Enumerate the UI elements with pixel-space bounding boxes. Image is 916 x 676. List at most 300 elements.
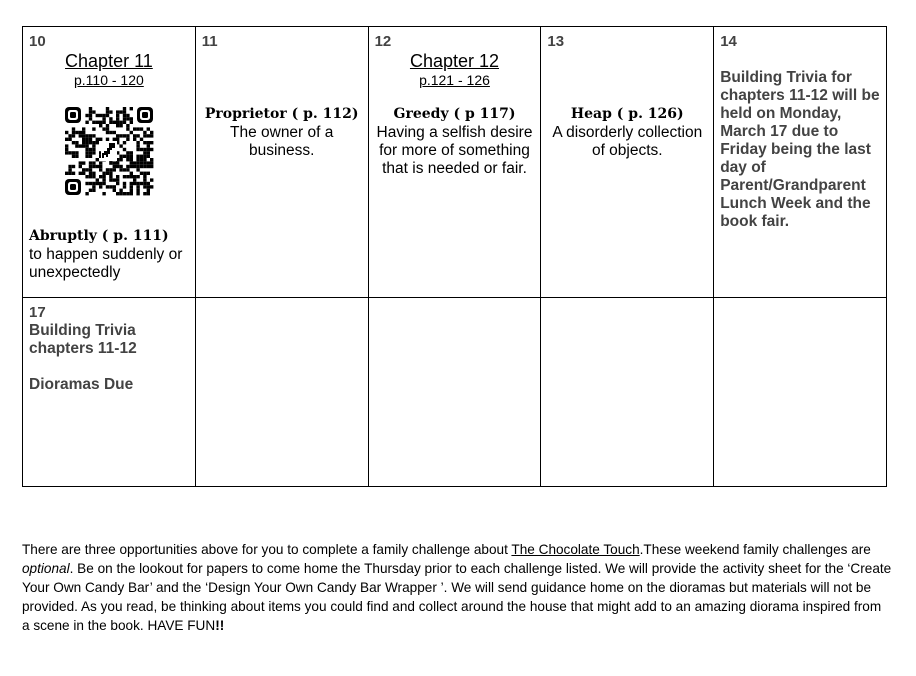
family-challenge-note bbox=[22, 540, 892, 635]
qr-module bbox=[123, 182, 126, 185]
qr-module bbox=[102, 192, 105, 195]
qr-module bbox=[146, 189, 149, 192]
qr-module bbox=[143, 178, 146, 181]
dioramas-due: Dioramas Due bbox=[29, 376, 134, 393]
qr-module bbox=[143, 151, 146, 154]
qr-module bbox=[99, 114, 102, 117]
qr-module bbox=[143, 182, 146, 185]
qr-module bbox=[92, 189, 95, 192]
vocab-word: Proprietor ( p. 112) bbox=[204, 106, 359, 122]
qr-module bbox=[143, 165, 146, 168]
qr-module bbox=[119, 134, 122, 137]
qr-module bbox=[72, 155, 75, 158]
qr-module bbox=[119, 189, 122, 192]
qr-module bbox=[106, 131, 109, 134]
qr-module bbox=[136, 161, 139, 164]
qr-module bbox=[106, 124, 109, 127]
qr-module bbox=[89, 165, 92, 168]
qr-module bbox=[136, 168, 139, 171]
qr-module bbox=[116, 178, 119, 181]
qr-module bbox=[129, 175, 132, 178]
qr-module bbox=[119, 121, 122, 124]
qr-module bbox=[123, 134, 126, 137]
qr-module bbox=[129, 192, 132, 195]
qr-module bbox=[109, 178, 112, 181]
qr-module bbox=[129, 165, 132, 168]
exclamation: !! bbox=[215, 618, 225, 633]
qr-module bbox=[129, 189, 132, 192]
qr-module bbox=[85, 192, 88, 195]
qr-module bbox=[146, 161, 149, 164]
calendar-cell-17 bbox=[23, 298, 196, 487]
qr-module bbox=[150, 148, 153, 151]
qr-module bbox=[68, 138, 71, 141]
qr-module bbox=[136, 165, 139, 168]
qr-module bbox=[78, 134, 81, 137]
qr-module bbox=[129, 158, 132, 161]
qr-module bbox=[116, 138, 119, 141]
qr-module bbox=[126, 114, 129, 117]
qr-module bbox=[133, 178, 136, 181]
qr-module bbox=[112, 131, 115, 134]
qr-module bbox=[136, 141, 139, 144]
qr-module bbox=[99, 161, 102, 164]
qr-module bbox=[136, 185, 139, 188]
qr-module bbox=[65, 131, 68, 134]
qr-module bbox=[123, 148, 126, 151]
qr-module bbox=[85, 151, 88, 154]
qr-module bbox=[123, 117, 126, 120]
qr-module bbox=[143, 131, 146, 134]
qr-module bbox=[89, 168, 92, 171]
qr-module bbox=[95, 121, 98, 124]
qr-module bbox=[92, 144, 95, 147]
qr-module bbox=[129, 182, 132, 185]
qr-module bbox=[140, 161, 143, 164]
qr-module bbox=[68, 165, 71, 168]
qr-module bbox=[102, 121, 105, 124]
qr-module bbox=[89, 110, 92, 113]
qr-module bbox=[82, 144, 85, 147]
calendar-cell-empty bbox=[541, 298, 714, 487]
qr-module bbox=[126, 127, 129, 130]
qr-module bbox=[89, 182, 92, 185]
qr-module bbox=[119, 168, 122, 171]
qr-module bbox=[123, 121, 126, 124]
qr-module bbox=[136, 134, 139, 137]
qr-module bbox=[112, 121, 115, 124]
qr-module bbox=[72, 141, 75, 144]
qr-module bbox=[143, 172, 146, 175]
qr-module bbox=[126, 117, 129, 120]
calendar-cell-11 bbox=[195, 27, 368, 298]
qr-module bbox=[85, 141, 88, 144]
qr-module bbox=[99, 175, 102, 178]
qr-module bbox=[150, 131, 153, 134]
qr-module bbox=[126, 134, 129, 137]
qr-module bbox=[85, 148, 88, 151]
chapter-title: Chapter 12 bbox=[409, 51, 500, 71]
qr-module bbox=[133, 127, 136, 130]
qr-module bbox=[126, 151, 129, 154]
qr-module bbox=[78, 161, 81, 164]
qr-module bbox=[89, 141, 92, 144]
qr-module bbox=[126, 175, 129, 178]
qr-module bbox=[112, 138, 115, 141]
qr-module bbox=[78, 131, 81, 134]
qr-module bbox=[109, 185, 112, 188]
qr-module bbox=[146, 185, 149, 188]
qr-module bbox=[146, 141, 149, 144]
qr-module bbox=[85, 121, 88, 124]
qr-module bbox=[82, 134, 85, 137]
qr-module bbox=[146, 127, 149, 130]
qr-module bbox=[92, 110, 95, 113]
qr-module bbox=[85, 138, 88, 141]
qr-module bbox=[95, 114, 98, 117]
qr-module bbox=[140, 158, 143, 161]
book-title: The Chocolate Touch bbox=[511, 542, 640, 557]
qr-module bbox=[99, 124, 102, 127]
qr-module bbox=[89, 134, 92, 137]
qr-module bbox=[136, 155, 139, 158]
qr-module bbox=[85, 182, 88, 185]
qr-module bbox=[78, 165, 81, 168]
qr-module bbox=[92, 148, 95, 151]
qr-module bbox=[126, 155, 129, 158]
qr-module bbox=[89, 107, 92, 110]
qr-module bbox=[89, 151, 92, 154]
qr-module bbox=[129, 185, 132, 188]
qr-module bbox=[68, 168, 71, 171]
qr-module bbox=[119, 124, 122, 127]
calendar-cell-empty bbox=[195, 298, 368, 487]
qr-module bbox=[85, 168, 88, 171]
qr-module bbox=[116, 182, 119, 185]
qr-module bbox=[116, 175, 119, 178]
qr-module bbox=[150, 161, 153, 164]
qr-module bbox=[106, 172, 109, 175]
qr-module bbox=[95, 182, 98, 185]
qr-module bbox=[72, 165, 75, 168]
qr-module bbox=[129, 172, 132, 175]
qr-module bbox=[123, 185, 126, 188]
qr-module bbox=[116, 114, 119, 117]
qr-module bbox=[146, 148, 149, 151]
vocab-word: Greedy ( p 117) bbox=[393, 106, 516, 122]
qr-module bbox=[140, 172, 143, 175]
qr-module bbox=[109, 161, 112, 164]
qr-module bbox=[89, 138, 92, 141]
qr-module bbox=[112, 168, 115, 171]
qr-module bbox=[82, 141, 85, 144]
qr-module bbox=[102, 172, 105, 175]
qr-module bbox=[92, 127, 95, 130]
vocab-definition: Having a selfish desire for more of something that is needed or fair. bbox=[376, 124, 533, 177]
qr-module bbox=[95, 138, 98, 141]
qr-module bbox=[75, 151, 78, 154]
qr-module bbox=[136, 158, 139, 161]
qr-module bbox=[65, 144, 68, 147]
qr-module bbox=[119, 192, 122, 195]
qr-module bbox=[129, 117, 132, 120]
qr-module bbox=[146, 182, 149, 185]
qr-module bbox=[82, 138, 85, 141]
calendar-cell-12 bbox=[368, 27, 541, 298]
qr-module bbox=[102, 114, 105, 117]
qr-module bbox=[143, 175, 146, 178]
qr-module bbox=[85, 134, 88, 137]
qr-module bbox=[126, 168, 129, 171]
qr-module bbox=[68, 134, 71, 137]
qr-module bbox=[75, 155, 78, 158]
qr-module bbox=[92, 185, 95, 188]
qr-module bbox=[116, 165, 119, 168]
qr-module bbox=[116, 117, 119, 120]
vocab-definition: to happen suddenly or unexpectedly bbox=[29, 246, 183, 281]
qr-module bbox=[136, 192, 139, 195]
vocab-word: Abruptly ( p. 111) bbox=[29, 228, 169, 244]
qr-module bbox=[119, 110, 122, 113]
qr-module bbox=[143, 148, 146, 151]
qr-module bbox=[150, 165, 153, 168]
qr-module bbox=[78, 144, 81, 147]
qr-module bbox=[150, 141, 153, 144]
qr-module bbox=[129, 107, 132, 110]
qr-module bbox=[89, 175, 92, 178]
day-number: 12 bbox=[374, 33, 392, 50]
qr-module bbox=[65, 138, 68, 141]
qr-module bbox=[123, 141, 126, 144]
qr-module bbox=[89, 172, 92, 175]
qr-module bbox=[72, 134, 75, 137]
qr-module bbox=[92, 165, 95, 168]
qr-module bbox=[119, 144, 122, 147]
footer-text: There are three opportunities above for you to complete a family challenge about bbox=[22, 542, 512, 557]
qr-module bbox=[78, 172, 81, 175]
day-number: 11 bbox=[201, 33, 218, 50]
qr-module bbox=[140, 148, 143, 151]
qr-module bbox=[89, 189, 92, 192]
qr-module bbox=[106, 168, 109, 171]
qr-module bbox=[112, 189, 115, 192]
qr-module bbox=[85, 175, 88, 178]
qr-module bbox=[106, 107, 109, 110]
calendar-row bbox=[23, 298, 887, 487]
qr-module bbox=[82, 161, 85, 164]
qr-module bbox=[150, 134, 153, 137]
qr-module bbox=[99, 182, 102, 185]
qr-module bbox=[102, 178, 105, 181]
qr-module bbox=[106, 185, 109, 188]
qr-module bbox=[65, 151, 68, 154]
vocab-definition: The owner of a business. bbox=[229, 124, 334, 159]
day-number: 13 bbox=[547, 33, 565, 50]
qr-module bbox=[123, 114, 126, 117]
qr-module bbox=[116, 124, 119, 127]
qr-module bbox=[129, 151, 132, 154]
qr-module bbox=[75, 141, 78, 144]
qr-module bbox=[75, 144, 78, 147]
qr-module bbox=[106, 138, 109, 141]
qr-module bbox=[140, 182, 143, 185]
qr-module bbox=[102, 182, 105, 185]
calendar-row bbox=[23, 27, 887, 298]
qr-module bbox=[116, 121, 119, 124]
qr-module bbox=[143, 141, 146, 144]
qr-module bbox=[89, 114, 92, 117]
calendar-cell-13 bbox=[541, 27, 714, 298]
qr-module bbox=[72, 172, 75, 175]
optional-emphasis: optional bbox=[22, 561, 70, 576]
qr-module bbox=[68, 172, 71, 175]
qr-module bbox=[150, 158, 153, 161]
chapter-pages: p.110 - 120 bbox=[74, 72, 144, 88]
qr-module bbox=[99, 121, 102, 124]
qr-module bbox=[140, 138, 143, 141]
qr-module bbox=[109, 121, 112, 124]
qr-module bbox=[136, 148, 139, 151]
qr-module bbox=[92, 134, 95, 137]
qr-module bbox=[109, 131, 112, 134]
qr-module bbox=[85, 114, 88, 117]
qr-module bbox=[146, 172, 149, 175]
qr-module bbox=[143, 192, 146, 195]
qr-module bbox=[92, 151, 95, 154]
footer-text: . Be on the lookout for papers to come home the Thursday prior to each challenge listed. We will provide the activity sheet for the ‘Create Your Own Candy Bar’ and the ‘Design Your Own Candy Bar Wrapper ’. We will send guidance home on the dioramas but materials will not be provided. As you read, be thinking about items you could find and collect around the house that might add to an amazing diorama inspired from a scene in the book. HAVE FUN bbox=[22, 561, 892, 633]
qr-module bbox=[75, 131, 78, 134]
vocab-word: Heap ( p. 126) bbox=[570, 106, 684, 122]
qr-module bbox=[129, 131, 132, 134]
qr-module bbox=[146, 151, 149, 154]
qr-module bbox=[68, 151, 71, 154]
qr-module bbox=[143, 161, 146, 164]
qr-module bbox=[92, 121, 95, 124]
qr-module bbox=[116, 192, 119, 195]
qr-module bbox=[99, 138, 102, 141]
qr-module bbox=[123, 168, 126, 171]
chapter-title: Chapter 11 bbox=[65, 51, 153, 71]
qr-module bbox=[143, 155, 146, 158]
qr-module bbox=[129, 155, 132, 158]
qr-module bbox=[140, 155, 143, 158]
qr-module bbox=[140, 127, 143, 130]
qr-module bbox=[133, 165, 136, 168]
qr-module bbox=[129, 121, 132, 124]
footer-text: .These weekend family challenges are bbox=[639, 542, 871, 557]
qr-module bbox=[65, 172, 68, 175]
qr-module bbox=[102, 127, 105, 130]
qr-module bbox=[126, 124, 129, 127]
qr-module bbox=[129, 161, 132, 164]
qr-module bbox=[99, 185, 102, 188]
qr-module bbox=[82, 131, 85, 134]
qr-module bbox=[72, 151, 75, 154]
day-number: 17 bbox=[29, 304, 46, 321]
qr-module bbox=[89, 117, 92, 120]
qr-module bbox=[109, 117, 112, 120]
qr-module bbox=[112, 178, 115, 181]
qr-module bbox=[150, 185, 153, 188]
qr-module bbox=[95, 178, 98, 181]
qr-module bbox=[112, 165, 115, 168]
qr-module bbox=[126, 138, 129, 141]
qr-module bbox=[136, 175, 139, 178]
qr-module bbox=[136, 189, 139, 192]
qr-module bbox=[92, 175, 95, 178]
qr-module bbox=[133, 175, 136, 178]
qr-module bbox=[92, 172, 95, 175]
trivia-chapters: chapters 11-12 bbox=[29, 340, 137, 357]
qr-module bbox=[143, 134, 146, 137]
qr-module bbox=[92, 141, 95, 144]
qr-module bbox=[133, 134, 136, 137]
qr-module bbox=[123, 192, 126, 195]
qr-module bbox=[89, 148, 92, 151]
calendar-cell-10 bbox=[23, 27, 196, 298]
qr-module bbox=[146, 192, 149, 195]
trivia-line: Building Trivia bbox=[29, 322, 136, 339]
qr-module bbox=[112, 185, 115, 188]
qr-module bbox=[106, 110, 109, 113]
qr-module bbox=[133, 161, 136, 164]
qr-module bbox=[136, 182, 139, 185]
qr-module bbox=[99, 165, 102, 168]
qr-module bbox=[126, 158, 129, 161]
qr-code-icon[interactable] bbox=[63, 105, 155, 197]
qr-module bbox=[126, 165, 129, 168]
qr-module bbox=[65, 148, 68, 151]
qr-module bbox=[119, 155, 122, 158]
qr-module bbox=[102, 175, 105, 178]
qr-module bbox=[106, 114, 109, 117]
qr-module bbox=[106, 127, 109, 130]
qr-module bbox=[133, 182, 136, 185]
qr-module bbox=[82, 172, 85, 175]
qr-module bbox=[85, 155, 88, 158]
day-number: 10 bbox=[29, 33, 46, 50]
qr-module bbox=[89, 155, 92, 158]
qr-module bbox=[82, 127, 85, 130]
calendar-cell-empty bbox=[714, 298, 887, 487]
vocab-definition: A disorderly collection of objects. bbox=[552, 124, 703, 159]
qr-module bbox=[123, 175, 126, 178]
qr-module bbox=[116, 134, 119, 137]
qr-module bbox=[146, 155, 149, 158]
qr-module bbox=[109, 175, 112, 178]
qr-module bbox=[72, 131, 75, 134]
qr-module bbox=[82, 168, 85, 171]
qr-module bbox=[119, 165, 122, 168]
qr-module bbox=[89, 161, 92, 164]
qr-module bbox=[133, 138, 136, 141]
qr-module bbox=[126, 192, 129, 195]
qr-module bbox=[136, 144, 139, 147]
qr-module bbox=[99, 168, 102, 171]
qr-module bbox=[146, 134, 149, 137]
qr-module bbox=[102, 117, 105, 120]
qr-module bbox=[116, 161, 119, 164]
qr-module bbox=[140, 165, 143, 168]
qr-module bbox=[146, 144, 149, 147]
qr-module bbox=[95, 165, 98, 168]
qr-module bbox=[95, 141, 98, 144]
qr-module bbox=[146, 165, 149, 168]
qr-module bbox=[109, 168, 112, 171]
trivia-note: Building Trivia for chapters 11-12 will be held on Monday, March 17 due to Friday being the last day of Parent/Grandparent Lunch Week and the book fair. bbox=[720, 69, 880, 230]
qr-module bbox=[143, 158, 146, 161]
qr-module bbox=[123, 107, 126, 110]
